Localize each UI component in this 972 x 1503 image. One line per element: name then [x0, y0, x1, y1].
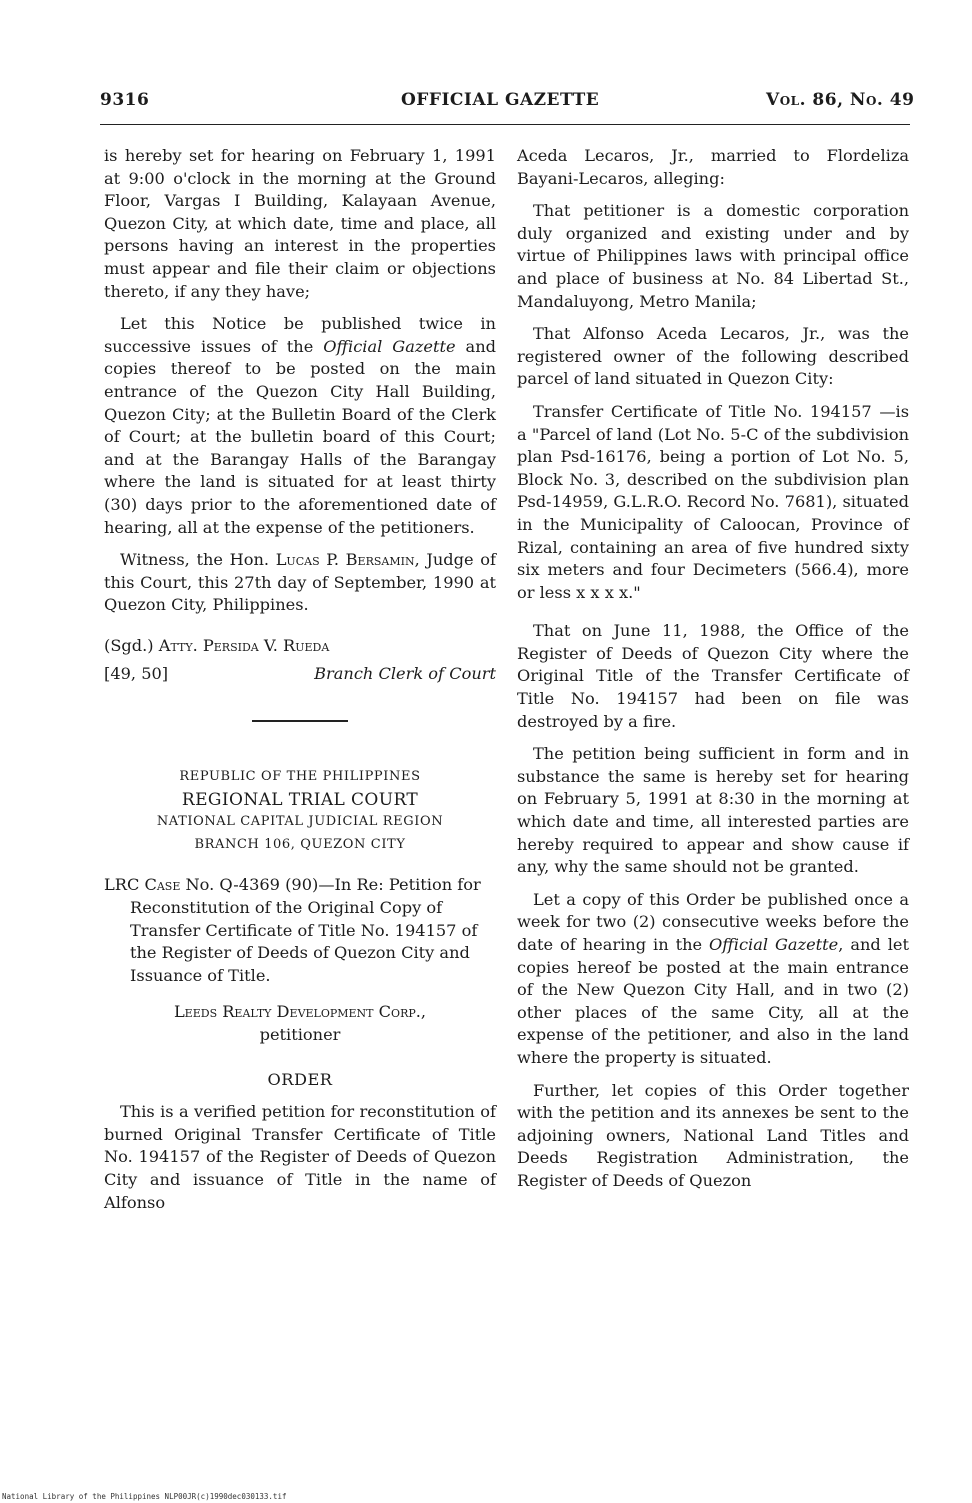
signature-block [104, 635, 496, 686]
hearing-paragraph: is hereby set for hearing on February 1, 1991 at 9:00 o'clock in the morning at the Ground Floor, Vargas I Building, Kalayaan Avenue, Quezon City, at which date, time and place, all persons having an interest in the properties must appear and file their claim or objections thereto, if any they have; [104, 146, 496, 301]
header-rule [100, 124, 910, 125]
judge-name: Lucas P. Bersamin [275, 550, 415, 570]
region-line: NATIONAL CAPITAL JUDICIAL REGION [156, 814, 444, 830]
sgd-label: (Sgd.) [104, 635, 159, 655]
right-column [517, 145, 909, 1203]
clerk-title: Branch Clerk of Court [314, 664, 496, 684]
order-publication-b: , and let copies hereof be posted at the main entrance of the New Quezon City Hall, and in two (2) other places of the same City, all at the expense of the petitioner, and also in the land where the property is situated. [517, 935, 909, 1067]
publication-text-a: Let this Notice be published twice in successive issues of the [104, 314, 496, 356]
copies-paragraph: Further, let copies of this Order together with the petition and its annexes be sent to the adjoining owners, National Land Titles and Deeds Registration Administration, the Register of Deeds of Quezon [517, 1080, 909, 1190]
case-label: LRC Case [104, 875, 181, 895]
publication-text-b: and copies thereof to be posted on the main entrance of the Quezon City Hall Building, Quezon City; at the Bulletin Board of the Clerk of Court; at the bulletin board of this Court; and at the Barangay Halls of the Barangay where the land is situated for at least thirty (30) days prior to the aforementioned date of hearing, all at the expense of the petitioners. [104, 336, 496, 537]
case-caption [104, 874, 496, 987]
gazette-italic-2: Official Gazette [709, 935, 839, 954]
petitioner-block [104, 1001, 496, 1046]
owner-paragraph: That Alfonso Aceda Lecaros, Jr., was the registered owner of the following described parcel of land situated in Quezon City: [517, 324, 909, 389]
clerk-name: Atty. Persida V. Rueda [158, 635, 330, 655]
witness-text-a: Witness, the Hon. [120, 550, 276, 570]
title-description: Transfer Certificate of Title No. 194157 —is a "Parcel of land (Lot No. 5-C of the subdivision plan Psd-16176, being a portion of Lot No. 5, Block No. 3, described on the subdivision plan Psd-14959, G.L.R.O. Record No. 7681), situated in the Municipality of Caloocan, Province of Rizal, containing an area of five hundred sixty six meters and four Decimeters (566.4), more or less x x x x." [517, 401, 909, 602]
petitioner-name: Leeds Realty Development Corp., [173, 1002, 427, 1022]
court-heading [104, 766, 496, 856]
gazette-italic: Official Gazette [323, 336, 456, 356]
corporation-paragraph: That petitioner is a domestic corporation duly organized and existing under and by virtue of Philippines laws with principal office and place of business at No. 84 Libertad St., Mandaluyong, Metro Manila; [517, 201, 909, 311]
republic-line: REPUBLIC OF THE PHILIPPINES [179, 769, 421, 785]
case-text: No. Q-4369 (90)—In Re: Petition for Reconstitution of the Original Copy of Transfer Certificate of Title No. 194157 of the Register of Deeds of Quezon City and Issuance of Title. [130, 875, 481, 985]
court-name: REGIONAL TRIAL COURT [181, 789, 419, 810]
alleging-paragraph: Aceda Lecaros, Jr., married to Flordeliza Bayani-Lecaros, alleging: [517, 146, 909, 188]
issue-reference: [49, 50] [104, 664, 169, 684]
gazette-title: OFFICIAL GAZETTE [401, 90, 600, 110]
volume-number: Vol. 86, No. 49 [766, 90, 915, 110]
witness-paragraph [104, 549, 496, 617]
publication-paragraph [104, 313, 496, 539]
fire-paragraph: That on June 11, 1988, the Office of the Register of Deeds of Quezon City where the Original Title of the Transfer Certificate of Title No. 194157 had been on file was destroyed by a fire. [517, 621, 909, 731]
section-divider [252, 720, 348, 722]
branch-line: BRANCH 106, QUEZON CITY [194, 836, 406, 852]
page-number: 9316 [100, 90, 150, 110]
scan-footer: National Library of the Philippines NLP00JR(c)1990dec030133.tif [2, 1492, 287, 1501]
order-publication-a: Let a copy of this Order be published once a week for two (2) consecutive weeks before the date of hearing in the [517, 889, 909, 954]
order-paragraph: This is a verified petition for reconstitution of burned Original Transfer Certificate of Title No. 194157 of the Register of Deeds of Quezon City and issuance of Title in the name of Alfonso [104, 1102, 496, 1212]
left-column [104, 145, 496, 1224]
order-heading: ORDER [267, 1069, 333, 1089]
hearing-set-paragraph: The petition being sufficient in form and in substance the same is hereby set for hearing on February 5, 1991 at 8:30 in the morning at which date and time, all interested parties are hereby required to appear and show cause if any, why the same should not be granted. [517, 744, 909, 877]
petitioner-label: petitioner [259, 1025, 341, 1044]
order-publication-paragraph [517, 889, 909, 1070]
witness-text-b: , Judge of this Court, this 27th day of September, 1990 at Quezon City, Philippines. [104, 550, 496, 615]
